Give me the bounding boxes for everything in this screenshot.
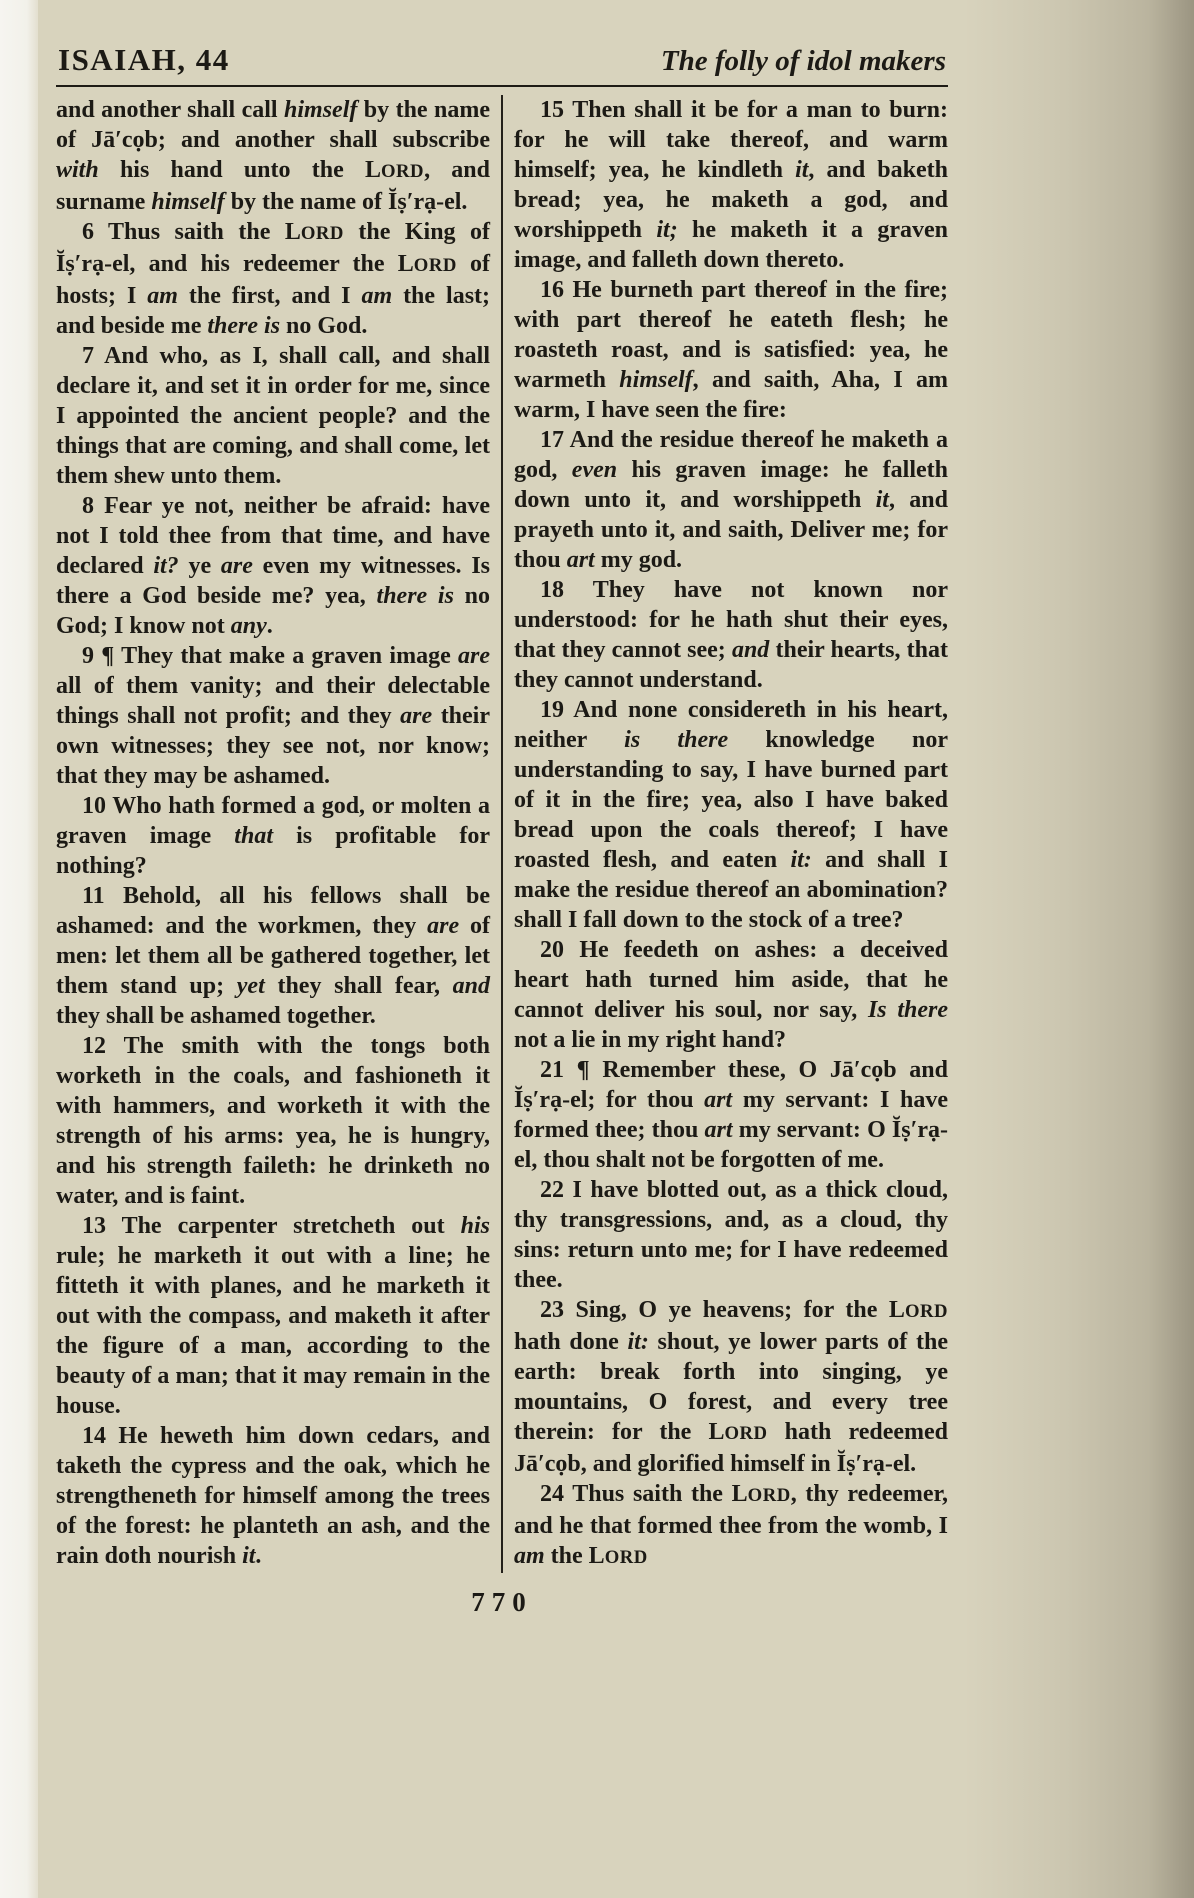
page-content [56,42,948,1618]
text-columns [56,95,948,1573]
verse-17: 17 And the residue thereof he maketh a god, even his graven image: he falleth down unto it, and worshippeth it, and prayeth unto it, and saith, Deliver me; for thou art my god. [514,427,948,573]
verse-24: 24 Thus saith the LORD, thy redeemer, and he that formed thee from the womb, I am the LORD [514,1481,948,1569]
verse-8: 8 Fear ye not, neither be afraid: have not I told thee from that time, and have declared it? ye are even my witnesses. Is there a God beside me? yea, there is no God; I know not any. [56,493,490,639]
left-column [56,95,490,1573]
verse-7: 7 And who, as I, shall call, and shall declare it, and set it in order for me, since I appointed the ancient people? and the things that are coming, and shall come, let them shew unto them. [56,343,490,489]
divine-name-small-caps: LORD [888,1297,948,1323]
verse-15: 15 Then shall it be for a man to burn: for he will take thereof, and warm himself; yea, he kindleth it, and baketh bread; yea, he maketh a god, and worshippeth it; he maketh it a graven image, and falleth down thereto. [514,97,948,273]
page-header [56,42,948,78]
verse-18: 18 They have not known nor understood: for he hath shut their eyes, that they cannot see; and their hearts, that they cannot understand. [514,577,948,693]
verse-6: 6 Thus saith the LORD the King of Ĭṣ′rạ-el, and his redeemer the LORD of hosts; I am the first, and I am the last; and beside me there is no God. [56,219,491,339]
verse-14: 14 He heweth him down cedars, and taketh the cypress and the oak, which he strengtheneth for himself among the trees of the forest: he planteth an ash, and the rain doth nourish it. [56,1423,490,1569]
column-divider [501,95,503,1573]
divine-name-small-caps: LORD [708,1419,768,1445]
divine-name-small-caps: LORD [731,1481,791,1507]
book-chapter-heading: ISAIAH, 44 [58,42,230,77]
running-head: The folly of idol makers [660,45,946,77]
verse-21: 21 ¶ Remember these, O Jā′cọb and Ĭṣ′rạ-el; for thou art my servant: I have formed thee; thou art my servant: O Ĭṣ′rạ-el, thou shalt not be forgotten of me. [514,1057,948,1173]
header-rule [56,85,948,87]
right-column [514,95,948,1573]
divine-name-small-caps: LORD [364,157,425,183]
verse-16: 16 He burneth part thereof in the fire; with part thereof he eateth flesh; he roasteth roast, and is satisfied: yea, he warmeth himself, and saith, Aha, I am warm, I have seen the fire: [514,277,948,423]
verse-19: 19 And none considereth in his heart, neither is there knowledge nor understanding to say, I have burned part of it in the fire; yea, also I have baked bread upon the coals thereof; I have roasted flesh, and eaten it: and shall I make the residue thereof an abomination? shall I fall down to the stock of a tree? [514,697,949,933]
verse-20: 20 He feedeth on ashes: a deceived heart hath turned him aside, that he cannot deliver his soul, nor say, Is there not a lie in my right hand? [514,937,948,1053]
verse-13: 13 The carpenter stretcheth out his rule; he marketh it out with a line; he fitteth it with planes, and he marketh it out with the compass, and maketh it after the figure of a man, according to the beauty of a man; that it may remain in the house. [56,1213,490,1419]
page-edge-shadow [964,0,1194,1898]
divine-name-small-caps: LORD [397,251,457,277]
verse-10: 10 Who hath formed a god, or molten a graven image that is profitable for nothing? [56,793,491,879]
page-number: 770 [471,1587,533,1617]
verse-11: 11 Behold, all his fellows shall be ashamed: and the workmen, they are of men: let them all be gathered together, let them stand up; yet they shall fear, and they shall be ashamed together. [56,883,491,1029]
verse-5-continuation: and another shall call himself by the name of Jā′cọb; and another shall subscribe with his hand unto the LORD, and surname himself by the name of Ĭṣ′rạ-el. [56,97,490,215]
verse-12: 12 The smith with the tongs both worketh in the coals, and fashioneth it with hammers, and worketh it with the strength of his arms: yea, he is hungry, and his strength faileth: he drinketh no water, and is faint. [56,1033,490,1209]
page-left-margin [0,0,38,1898]
divine-name-small-caps: LORD [284,219,344,245]
verse-9: 9 ¶ They that make a graven image are all of them vanity; and their delectable things shall not profit; and they are their own witnesses; they see not, nor know; that they may be ashamed. [56,643,490,789]
verse-23: 23 Sing, O ye heavens; for the LORD hath done it: shout, ye lower parts of the earth: break forth into singing, ye mountains, O forest, and every tree therein: for the LORD hath redeemed Jā′cọb, and glorified himself in Ĭṣ′rạ-el. [514,1297,949,1477]
divine-name-small-caps: LORD [588,1543,648,1569]
verse-22: 22 I have blotted out, as a thick cloud, thy transgressions, and, as a cloud, thy sins: return unto me; for I have redeemed thee. [514,1177,948,1293]
